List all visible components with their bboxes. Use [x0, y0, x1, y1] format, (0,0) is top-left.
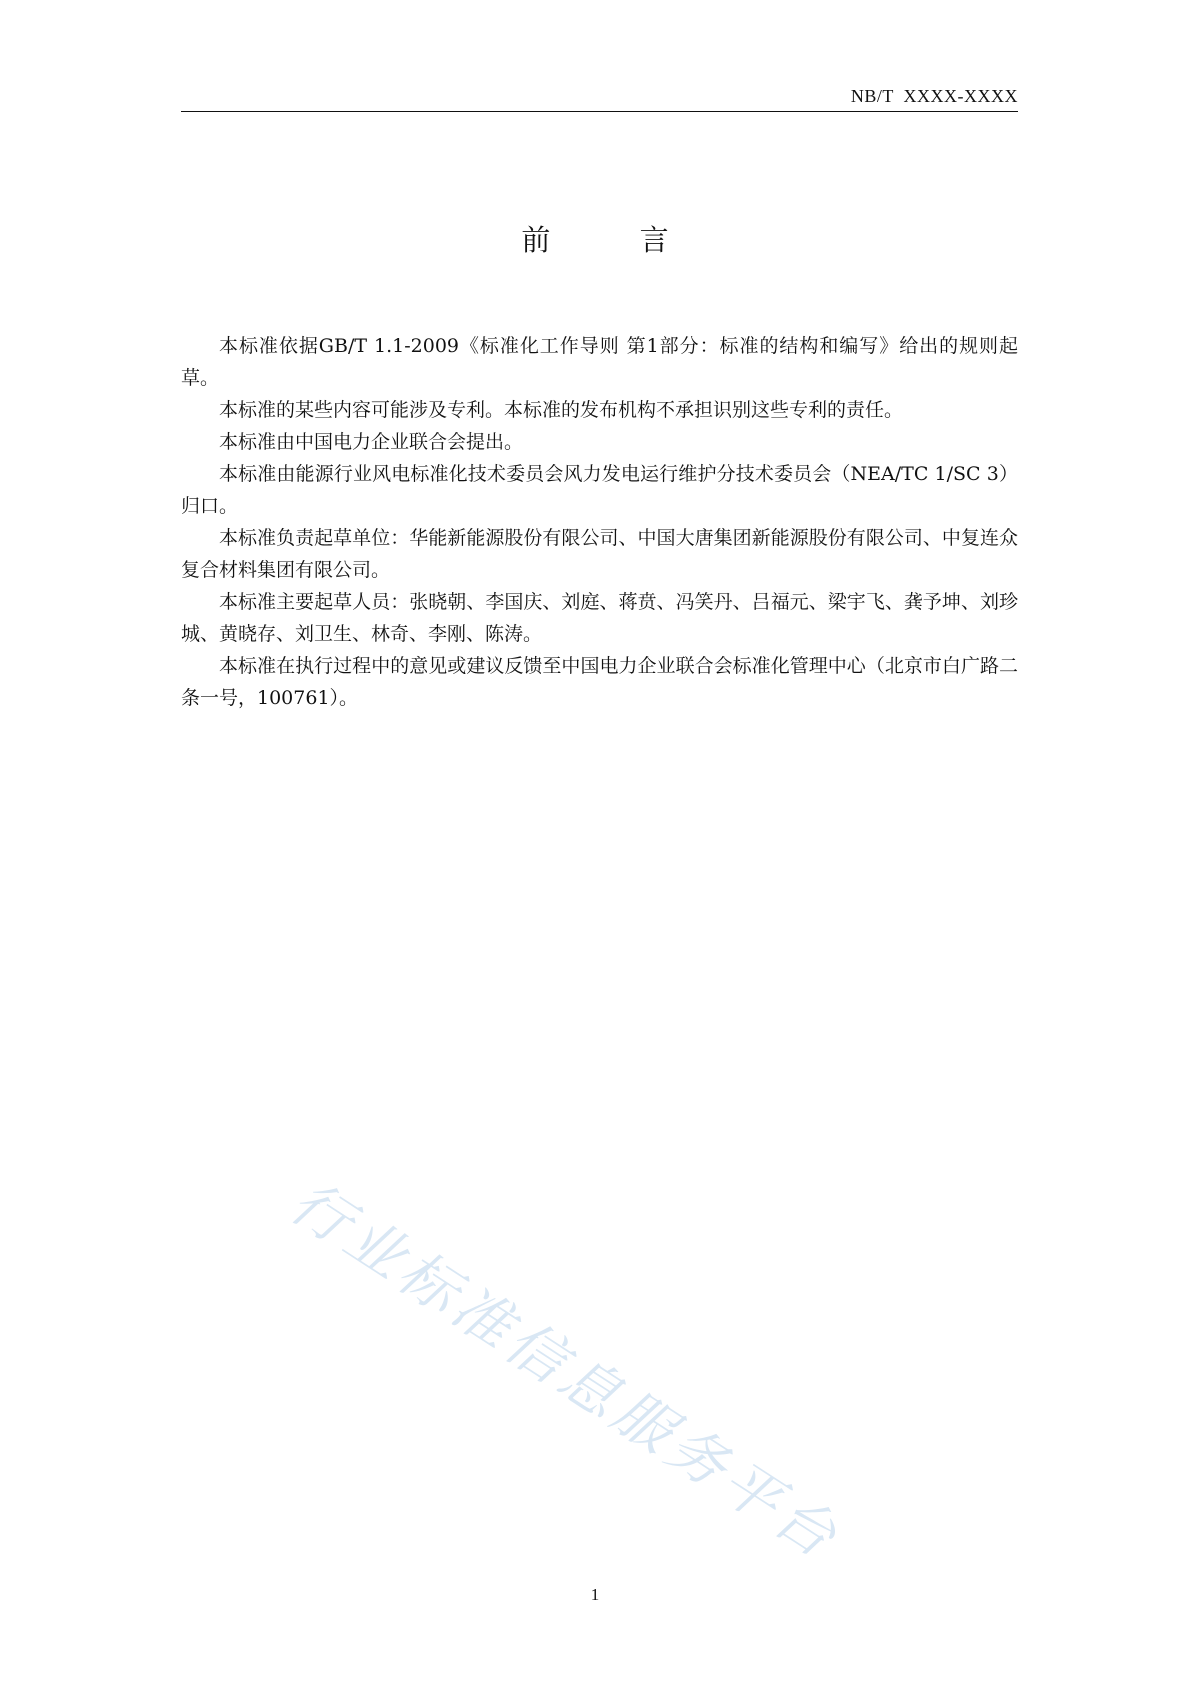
paragraph-feedback: 本标准在执行过程中的意见或建议反馈至中国电力企业联合会标准化管理中心（北京市白广路二条一号，100761）。	[181, 655, 1018, 709]
paragraph-drafters: 本标准主要起草人员：张晓朝、李国庆、刘庭、蒋贲、冯笑丹、吕福元、梁宇飞、龚予坤、刘珍城、黄晓存、刘卫生、林奇、李刚、陈涛。	[181, 591, 1018, 645]
header-rule	[181, 111, 1018, 112]
page-title: 前 言	[521, 223, 709, 257]
page-number: 1	[590, 1585, 600, 1604]
watermark: 行业标准信息服务平台	[278, 1167, 853, 1574]
foreword-body	[181, 330, 1018, 714]
standard-code: NB/T XXXX-XXXX	[850, 86, 1018, 106]
paragraph-proposer: 本标准由中国电力企业联合会提出。	[219, 431, 524, 453]
paragraph-committee: 本标准由能源行业风电标准化技术委员会风力发电运行维护分技术委员会（NEA/TC 1/SC 3）归口。	[181, 463, 1018, 517]
paragraph-drafting-rules: 本标准依据GB/T 1.1-2009《标准化工作导则 第1部分：标准的结构和编写》给出的规则起草。	[181, 335, 1018, 389]
paragraph-patents: 本标准的某些内容可能涉及专利。本标准的发布机构不承担识别这些专利的责任。	[219, 399, 904, 421]
paragraph-drafting-units: 本标准负责起草单位：华能新能源股份有限公司、中国大唐集团新能源股份有限公司、中复连众复合材料集团有限公司。	[181, 527, 1018, 581]
